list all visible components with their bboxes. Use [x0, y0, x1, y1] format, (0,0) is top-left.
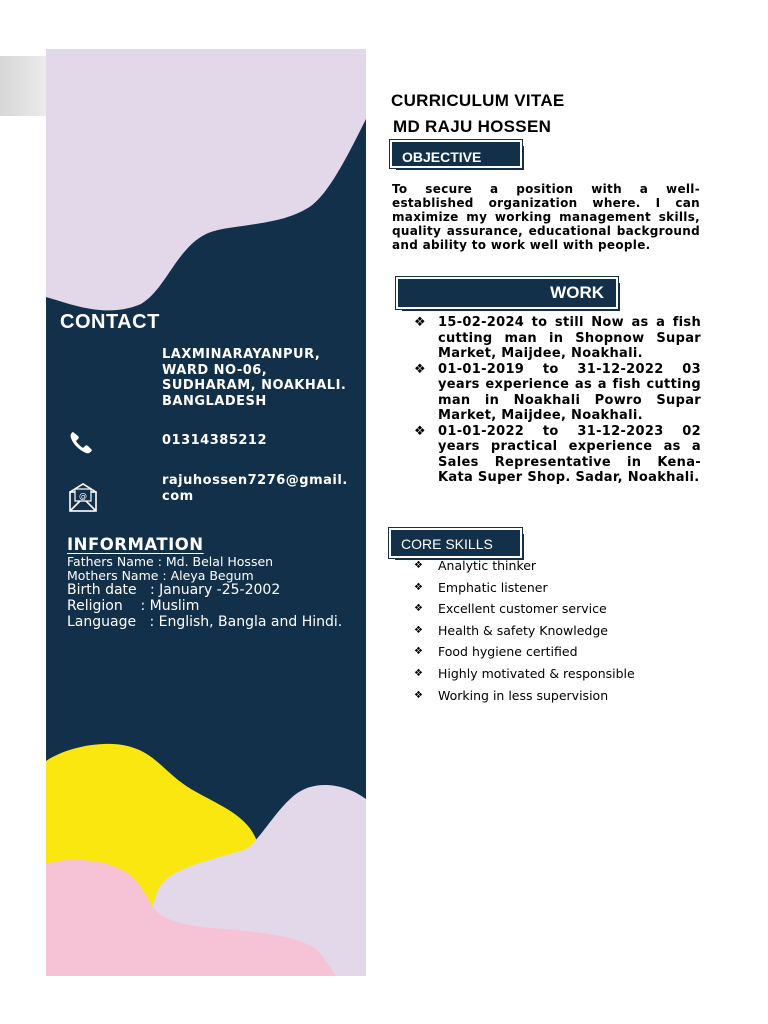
page-edge-tab — [0, 56, 46, 116]
work-list — [414, 315, 701, 486]
work-item-text: 01-01-2022 to 31-12-2023 02 years practical experience as a Sales Representative in Kena-Kata Super Shop. Sadar, Noakhali. — [438, 423, 701, 485]
list-item — [414, 556, 714, 578]
list-item — [414, 578, 714, 600]
email-address — [162, 473, 362, 504]
list-item — [414, 424, 701, 486]
bullet-diamond-icon: ❖ — [414, 603, 423, 615]
address-line: WARD NO-06, — [162, 362, 268, 378]
language: Language : English, Bangla and Hindi. — [67, 614, 343, 630]
skill-text: Analytic thinker — [438, 558, 537, 573]
envelope-icon — [68, 483, 98, 513]
information-heading: INFORMATION — [67, 535, 204, 554]
list-item — [414, 315, 701, 362]
fathers-name: Fathers Name : Md. Belal Hossen — [67, 554, 274, 569]
address-line: LAXMINARAYANPUR, — [162, 347, 321, 362]
address-line: BANGLADESH — [162, 393, 267, 409]
address-block — [162, 347, 362, 409]
phone-icon — [68, 430, 94, 456]
bullet-diamond-icon: ❖ — [414, 646, 423, 658]
list-item — [414, 664, 714, 686]
objective-heading: OBJECTIVE — [392, 142, 520, 166]
religion: Religion : Muslim — [67, 598, 200, 614]
address-line: SUDHARAM, NOAKHALI. — [162, 378, 347, 393]
work-heading: WORK — [398, 279, 616, 307]
skill-text: Working in less supervision — [438, 687, 609, 703]
birth-date: Birth date : January -25-2002 — [67, 582, 281, 598]
skill-text: Highly motivated & responsible — [438, 665, 635, 681]
contact-heading: CONTACT — [60, 311, 160, 333]
bullet-diamond-icon: ❖ — [414, 315, 426, 330]
candidate-name: MD RAJU HOSSEN — [393, 117, 552, 136]
list-item — [414, 599, 714, 621]
email-line: rajuhossen7276@gmail. — [162, 473, 348, 488]
bullet-diamond-icon: ❖ — [414, 689, 423, 701]
list-item — [414, 362, 701, 424]
bullet-diamond-icon: ❖ — [414, 667, 423, 679]
objective-text: To secure a position with a well-established organization where. I can maximize my working management skills, quality assurance, educational background and ability to work well with people. — [392, 182, 700, 252]
work-item-text: 15-02-2024 to still Now as a fish cutting man in Shopnow Supar Market, Maijdee, Noakhali. — [438, 315, 701, 361]
bullet-diamond-icon: ❖ — [414, 581, 423, 593]
skill-text: Food hygiene certified — [438, 644, 578, 660]
mothers-name: Mothers Name : Aleya Begum — [67, 568, 254, 583]
skill-text: Health & safety Knowledge — [438, 622, 608, 638]
email-line: com — [162, 488, 194, 504]
bullet-diamond-icon: ❖ — [414, 624, 423, 636]
top-lavender-blob — [46, 49, 366, 310]
list-item — [414, 686, 714, 708]
skill-text: Emphatic listener — [438, 579, 548, 595]
bullet-diamond-icon: ❖ — [414, 560, 423, 571]
sidebar — [46, 49, 366, 976]
skill-text: Excellent customer service — [438, 601, 607, 617]
work-item-text: 01-01-2019 to 31-12-2022 03 years experience as a fish cutting man in Noakhali Powro Supar Market, Maijdee, Noakhali. — [438, 361, 701, 423]
core-skills-heading: CORE SKILLS — [391, 530, 520, 556]
skills-list — [414, 556, 714, 707]
svg-text:@: @ — [79, 491, 87, 501]
list-item — [414, 621, 714, 643]
phone-number: 01314385212 — [162, 433, 267, 448]
bullet-diamond-icon: ❖ — [414, 361, 426, 377]
bullet-diamond-icon: ❖ — [414, 423, 426, 439]
cv-title: CURRICULUM VITAE — [391, 91, 565, 110]
list-item — [414, 642, 714, 664]
